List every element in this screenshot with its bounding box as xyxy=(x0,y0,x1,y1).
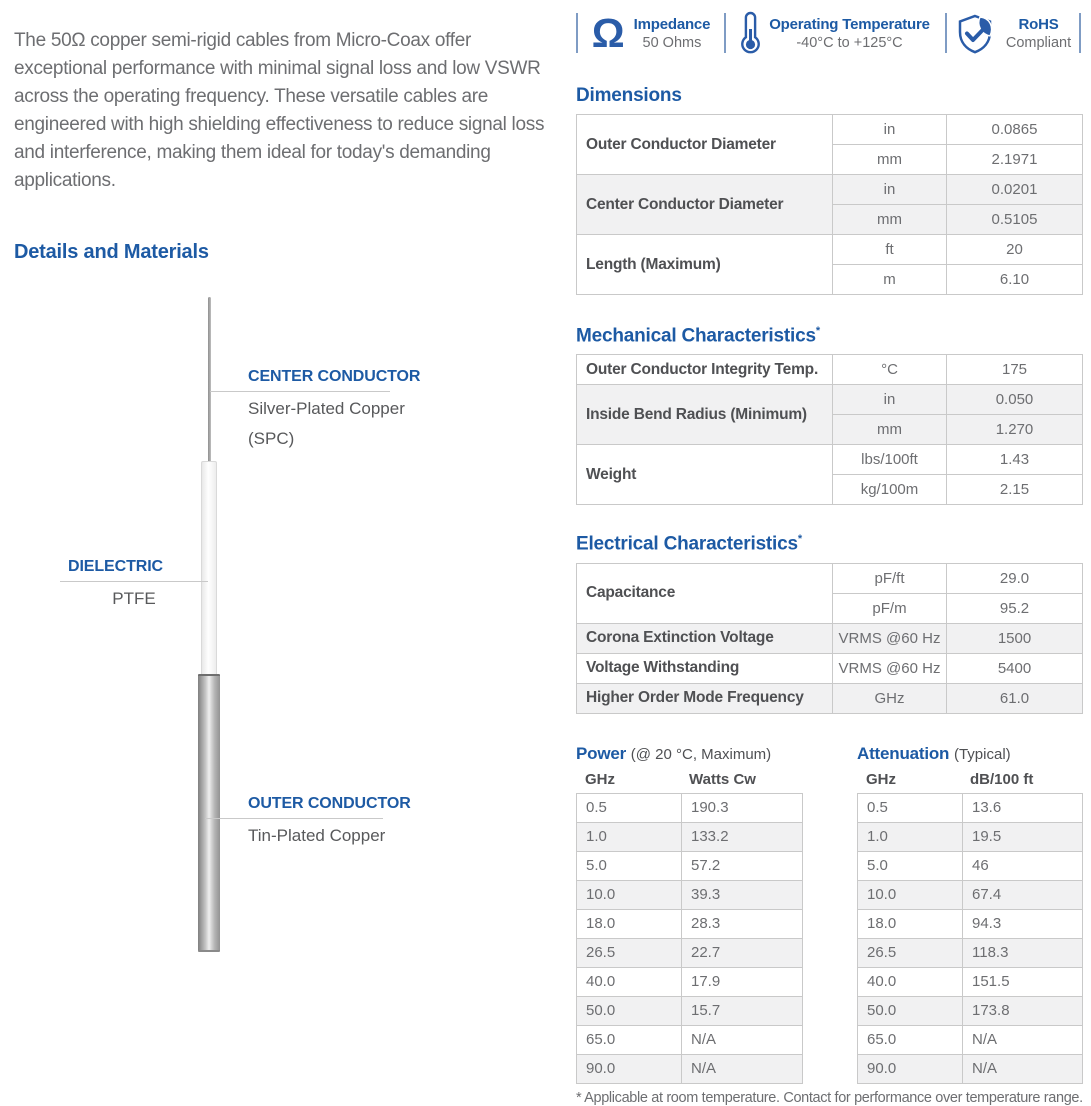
value-cell: N/A xyxy=(963,1054,1083,1083)
value-cell: 13.6 xyxy=(963,793,1083,822)
unit-cell: lbs/100ft xyxy=(833,445,947,475)
dimensions-table xyxy=(576,114,1083,295)
value-cell: 19.5 xyxy=(963,822,1083,851)
frequency-cell: 5.0 xyxy=(858,851,963,880)
operating-temperature-value: -40°C to +125°C xyxy=(796,34,903,51)
value-cell: 39.3 xyxy=(682,880,803,909)
table-row xyxy=(577,623,1083,653)
table-row xyxy=(577,967,803,996)
row-label: Voltage Withstanding xyxy=(577,653,833,683)
footnote-marker: * xyxy=(815,325,820,337)
value-cell: 1.43 xyxy=(947,445,1083,475)
table-row xyxy=(577,235,1083,265)
power-section xyxy=(576,744,803,1084)
attenuation-title xyxy=(857,744,1083,764)
mechanical-heading-text: Mechanical Characteristics xyxy=(576,325,816,347)
unit-cell: in xyxy=(833,115,947,145)
table-row xyxy=(577,355,1083,385)
value-cell: 28.3 xyxy=(682,909,803,938)
outer-conductor-material: Tin-Plated Copper xyxy=(248,826,386,845)
table-row-group xyxy=(577,355,1083,385)
row-label: Corona Extinction Voltage xyxy=(577,623,833,653)
value-cell: 61.0 xyxy=(947,683,1083,713)
table-row-group xyxy=(577,385,1083,445)
impedance-badge xyxy=(578,8,724,58)
value-cell: 118.3 xyxy=(963,938,1083,967)
unit-cell: VRMS @60 Hz xyxy=(833,653,947,683)
table-row-group xyxy=(577,115,1083,175)
frequency-cell: 1.0 xyxy=(577,822,682,851)
value-cell: 175 xyxy=(947,355,1083,385)
table-row xyxy=(858,1025,1083,1054)
frequency-cell: 0.5 xyxy=(858,793,963,822)
value-cell: 133.2 xyxy=(682,822,803,851)
value-cell: 94.3 xyxy=(963,909,1083,938)
table-row xyxy=(577,851,803,880)
electrical-heading-text: Electrical Characteristics xyxy=(576,533,798,555)
value-cell: 0.0201 xyxy=(947,175,1083,205)
table-row xyxy=(577,1025,803,1054)
frequency-cell: 26.5 xyxy=(858,938,963,967)
unit-cell: GHz xyxy=(833,683,947,713)
thermometer-icon xyxy=(741,11,760,55)
frequency-cell: 18.0 xyxy=(577,909,682,938)
power-attenuation-row xyxy=(576,744,1083,1084)
value-cell: 57.2 xyxy=(682,851,803,880)
table-row-group xyxy=(577,683,1083,713)
power-title-note: (@ 20 °C, Maximum) xyxy=(630,745,772,763)
table-row xyxy=(858,909,1083,938)
value-cell: 46 xyxy=(963,851,1083,880)
table-row xyxy=(858,851,1083,880)
unit-cell: mm xyxy=(833,205,947,235)
table-row xyxy=(577,822,803,851)
operating-temperature-label: Operating Temperature xyxy=(769,15,930,33)
row-label: Outer Conductor Diameter xyxy=(577,115,833,175)
column-header: dB/100 ft xyxy=(970,770,1034,788)
impedance-label: Impedance xyxy=(633,15,711,33)
power-table xyxy=(576,793,803,1084)
table-row-group xyxy=(577,563,1083,623)
cable-diagram xyxy=(0,290,565,1030)
omega-icon: Ω xyxy=(591,9,625,56)
center-conductor-abbrev: (SPC) xyxy=(248,429,295,448)
unit-cell: pF/m xyxy=(833,593,947,623)
frequency-cell: 50.0 xyxy=(577,996,682,1025)
value-cell: 20 xyxy=(947,235,1083,265)
power-title-text: Power xyxy=(576,743,627,763)
table-row xyxy=(577,563,1083,593)
value-cell: 0.5105 xyxy=(947,205,1083,235)
value-cell: 151.5 xyxy=(963,967,1083,996)
frequency-cell: 50.0 xyxy=(858,996,963,1025)
frequency-cell: 10.0 xyxy=(577,880,682,909)
row-label: Capacitance xyxy=(577,563,833,623)
value-cell: 17.9 xyxy=(682,967,803,996)
table-row xyxy=(577,996,803,1025)
footnote: * Applicable at room temperature. Contact for performance over temperature range. xyxy=(576,1089,1083,1106)
center-conductor-material: Silver-Plated Copper xyxy=(248,399,405,418)
unit-cell: °C xyxy=(833,355,947,385)
table-row xyxy=(858,1054,1083,1083)
value-cell: 22.7 xyxy=(682,938,803,967)
intro-paragraph: The 50Ω copper semi-rigid cables from Micro-Coax offer exceptional performance with minimal signal loss and low VSWR across the operating frequency. These versatile cables are engineered with high shielding effectiveness to reduce signal loss and interference, making them ideal for today's demanding applications. xyxy=(14,30,545,191)
outer-conductor-callout-line xyxy=(205,818,383,819)
table-row xyxy=(577,115,1083,145)
dielectric-material: PTFE xyxy=(112,589,156,608)
row-label: Length (Maximum) xyxy=(577,235,833,295)
rohs-badge xyxy=(947,8,1079,58)
row-label: Outer Conductor Integrity Temp. xyxy=(577,355,833,385)
table-row xyxy=(858,967,1083,996)
mechanical-table xyxy=(576,354,1083,505)
center-conductor-wire-graphic xyxy=(208,297,211,462)
column-header: GHz xyxy=(866,770,896,788)
value-cell: 67.4 xyxy=(963,880,1083,909)
table-row xyxy=(577,880,803,909)
unit-cell: VRMS @60 Hz xyxy=(833,623,947,653)
power-column-headers xyxy=(576,771,803,788)
value-cell: 2.15 xyxy=(947,475,1083,505)
value-cell: 2.1971 xyxy=(947,145,1083,175)
table-row-group xyxy=(577,623,1083,653)
value-cell: 29.0 xyxy=(947,563,1083,593)
table-row-group xyxy=(577,235,1083,295)
table-row xyxy=(858,822,1083,851)
value-cell: 1500 xyxy=(947,623,1083,653)
value-cell: N/A xyxy=(682,1054,803,1083)
table-row xyxy=(577,683,1083,713)
dielectric-callout-line xyxy=(60,581,208,582)
table-row xyxy=(577,909,803,938)
center-conductor-callout-line xyxy=(210,391,390,392)
unit-cell: in xyxy=(833,175,947,205)
table-row xyxy=(858,938,1083,967)
frequency-cell: 18.0 xyxy=(858,909,963,938)
frequency-cell: 40.0 xyxy=(577,967,682,996)
value-cell: 5400 xyxy=(947,653,1083,683)
mechanical-heading xyxy=(576,325,1083,347)
center-conductor-callout-body xyxy=(248,394,405,454)
shield-leaf-check-icon xyxy=(955,12,997,54)
frequency-cell: 10.0 xyxy=(858,880,963,909)
unit-cell: pF/ft xyxy=(833,563,947,593)
unit-cell: mm xyxy=(833,145,947,175)
table-row-group xyxy=(577,653,1083,683)
row-label: Weight xyxy=(577,445,833,505)
row-label: Center Conductor Diameter xyxy=(577,175,833,235)
table-row-group xyxy=(577,175,1083,235)
value-cell: 95.2 xyxy=(947,593,1083,623)
value-cell: N/A xyxy=(963,1025,1083,1054)
outer-conductor-callout-title: OUTER CONDUCTOR xyxy=(248,795,411,812)
frequency-cell: 26.5 xyxy=(577,938,682,967)
rohs-label: RoHS xyxy=(1018,15,1059,33)
value-cell: 0.0865 xyxy=(947,115,1083,145)
unit-cell: in xyxy=(833,385,947,415)
value-cell: N/A xyxy=(682,1025,803,1054)
table-row xyxy=(577,445,1083,475)
table-row xyxy=(577,1054,803,1083)
attenuation-column-headers xyxy=(857,771,1083,788)
dielectric-callout-title: DIELECTRIC xyxy=(68,558,164,575)
right-column xyxy=(576,8,1083,1106)
table-row xyxy=(858,996,1083,1025)
center-conductor-callout-title: CENTER CONDUCTOR xyxy=(248,368,421,385)
attenuation-title-text: Attenuation xyxy=(857,743,950,763)
badge-bar xyxy=(576,8,1083,58)
unit-cell: mm xyxy=(833,415,947,445)
impedance-value: 50 Ohms xyxy=(642,34,702,51)
value-cell: 0.050 xyxy=(947,385,1083,415)
table-row-group xyxy=(577,445,1083,505)
badge-divider xyxy=(1079,13,1081,53)
table-row xyxy=(577,793,803,822)
outer-conductor-tube-graphic xyxy=(198,674,220,952)
table-row xyxy=(858,880,1083,909)
row-label: Inside Bend Radius (Minimum) xyxy=(577,385,833,445)
frequency-cell: 0.5 xyxy=(577,793,682,822)
frequency-cell: 90.0 xyxy=(858,1054,963,1083)
electrical-table xyxy=(576,563,1083,714)
frequency-cell: 90.0 xyxy=(577,1054,682,1083)
details-and-materials-heading: Details and Materials xyxy=(14,241,209,263)
table-row xyxy=(577,653,1083,683)
table-row xyxy=(577,385,1083,415)
attenuation-table xyxy=(857,793,1083,1084)
frequency-cell: 5.0 xyxy=(577,851,682,880)
footnote-marker: * xyxy=(797,533,802,546)
table-row xyxy=(577,938,803,967)
frequency-cell: 65.0 xyxy=(858,1025,963,1054)
power-title xyxy=(576,744,803,764)
dimensions-heading: Dimensions xyxy=(576,85,682,106)
rohs-value: Compliant xyxy=(1005,34,1072,51)
table-row xyxy=(858,793,1083,822)
dielectric-tube-graphic xyxy=(201,461,217,675)
column-header: GHz xyxy=(585,770,615,788)
value-cell: 190.3 xyxy=(682,793,803,822)
electrical-heading xyxy=(576,533,1083,555)
frequency-cell: 1.0 xyxy=(858,822,963,851)
column-header: Watts Cw xyxy=(689,770,756,788)
unit-cell: m xyxy=(833,265,947,295)
attenuation-section xyxy=(857,744,1083,1084)
unit-cell: kg/100m xyxy=(833,475,947,505)
value-cell: 173.8 xyxy=(963,996,1083,1025)
row-label: Higher Order Mode Frequency xyxy=(577,683,833,713)
value-cell: 1.270 xyxy=(947,415,1083,445)
operating-temperature-badge xyxy=(726,8,945,58)
frequency-cell: 40.0 xyxy=(858,967,963,996)
attenuation-title-note: (Typical) xyxy=(953,745,1011,763)
value-cell: 6.10 xyxy=(947,265,1083,295)
value-cell: 15.7 xyxy=(682,996,803,1025)
table-row xyxy=(577,175,1083,205)
unit-cell: ft xyxy=(833,235,947,265)
frequency-cell: 65.0 xyxy=(577,1025,682,1054)
